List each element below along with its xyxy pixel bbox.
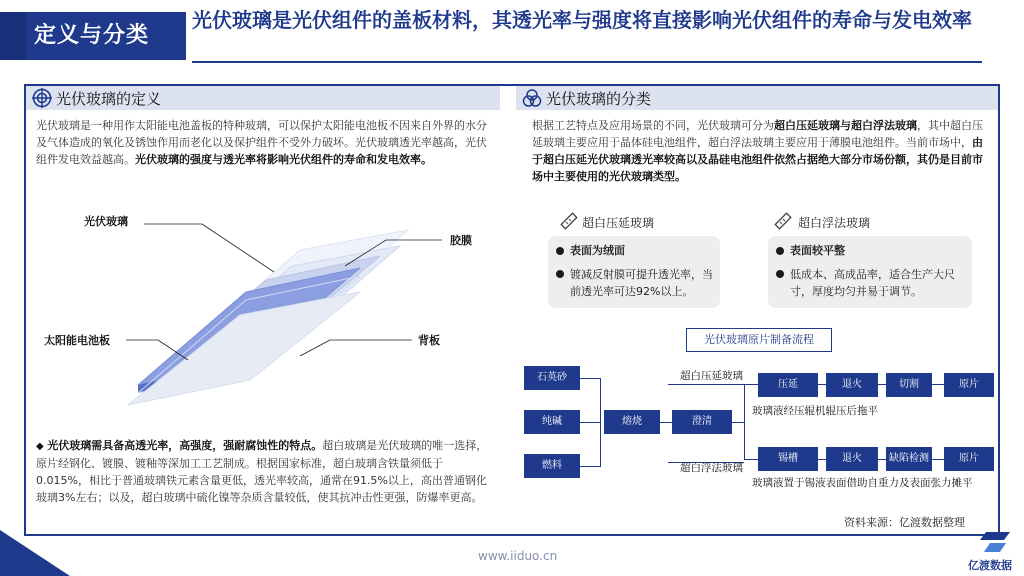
flow-bottom-note: 玻璃液置于锡液表面借助自重力及表面张力摊平 <box>752 477 973 489</box>
bullet-icon <box>556 247 564 255</box>
connector <box>818 384 826 385</box>
card-rolled-glass <box>548 236 720 308</box>
label-pv-glass: 光伏玻璃 <box>84 215 128 228</box>
classification-paragraph <box>532 117 988 185</box>
label-backsheet: 背板 <box>418 334 440 347</box>
definition-header <box>26 86 500 110</box>
bullet-icon <box>776 247 784 255</box>
classification-bold-1: 超白压延玻璃与超白浮法玻璃 <box>774 119 917 132</box>
label-solar-cell: 太阳能电池板 <box>44 334 110 347</box>
title-underline <box>192 61 982 63</box>
classification-text-1: 根据工艺特点及应用场景的不同，光伏玻璃可分为 <box>532 119 774 132</box>
classification-header <box>516 86 998 110</box>
connector <box>932 459 944 460</box>
definition-heading: 光伏玻璃的定义 <box>56 90 162 108</box>
connector <box>818 459 826 460</box>
classification-bold-2: 由于超白压延光伏玻璃透光率较高以及晶硅电池组件依然占据绝大部分市场份额，其仍是目前市场中主要使用的光伏玻璃类型。 <box>532 136 983 183</box>
connector <box>744 384 758 385</box>
flow-bottom-step-2: 退火 <box>826 447 878 471</box>
connector <box>732 422 744 423</box>
flow-input-fuel: 燃料 <box>524 454 580 478</box>
module-layer-diagram <box>30 200 490 430</box>
definition-text: 光伏玻璃是一种用作太阳能电池盖板的特种玻璃，可以保护太阳能电池板不因来自外界的水分及气体造成的氧化及锈蚀作用而老化以及保护组件不受外力破坏。光伏玻璃透光率越高，光伏组件发电效益越高。 <box>36 119 487 166</box>
connector <box>878 384 886 385</box>
flow-top-step-4: 原片 <box>944 373 994 397</box>
connector <box>580 466 600 467</box>
corner-decoration <box>0 530 70 576</box>
requirements-text: 超白玻璃是光伏玻璃的唯一选择，原片经钢化、镀膜、镀釉等深加工工艺制成。根据国家标准，超白玻璃含铁量须低于0.015%，相比于普通玻璃铁元素含量更低，透光率较高，通常在91.5%以上，高出普通钢化玻璃3%左右；以及，超白玻璃中硫化镍等杂质含量较低，使其抗冲击性更强，防爆率更高。 <box>36 439 488 504</box>
card-float-item2: 低成本、高成品率，适合生产大尺寸，厚度均匀并易于调节。 <box>790 268 955 298</box>
target-icon <box>32 88 52 108</box>
brand-name: 亿渡数据 <box>968 559 1012 572</box>
connector <box>932 384 944 385</box>
flow-bottom-step-4: 原片 <box>944 447 994 471</box>
connector <box>660 422 672 423</box>
flow-top-note: 玻璃液经压辊机辊压后拖平 <box>752 405 878 417</box>
flow-top-step-2: 退火 <box>826 373 878 397</box>
flow-bottom-step-3: 缺陷检测 <box>886 447 932 471</box>
definition-paragraph <box>36 117 494 168</box>
card-rolled-item2: 镀减反射膜可提升透光率，当前透光率可达92%以上。 <box>570 268 713 298</box>
flow-input-quartz: 石英砂 <box>524 366 580 390</box>
connector <box>600 378 601 467</box>
card-float-item1: 表面较平整 <box>790 244 845 257</box>
flow-title: 光伏玻璃原片制备流程 <box>686 328 832 352</box>
source-note: 资料来源：亿渡数据整理 <box>844 516 965 529</box>
requirements-paragraph <box>36 437 494 506</box>
flow-melt: 熔烧 <box>604 410 660 434</box>
brand-logo-icon <box>980 530 1014 554</box>
bullet-icon <box>556 270 564 278</box>
connector <box>580 422 600 423</box>
branch-float-label: 超白浮法玻璃 <box>680 462 743 474</box>
classification-heading: 光伏玻璃的分类 <box>546 90 652 108</box>
card-rolled-item1: 表面为绒面 <box>570 244 625 257</box>
flow-top-step-1: 压延 <box>758 373 818 397</box>
flow-clarify: 澄清 <box>672 410 732 434</box>
classification-text-2: ，其中超白压延玻璃主要应用于晶体硅电池组件，超白浮法玻璃主要应用于薄膜电池组件。当前市场中， <box>532 119 983 149</box>
flow-bottom-step-1: 锡槽 <box>758 447 818 471</box>
label-film: 胶膜 <box>450 234 472 247</box>
card-title-rolled: 超白压延玻璃 <box>582 216 655 230</box>
bullet-icon <box>776 270 784 278</box>
card-float-glass <box>768 236 972 308</box>
flow-input-soda: 纯碱 <box>524 410 580 434</box>
page-title: 光伏玻璃是光伏组件的盖板材料，其透光率与强度将直接影响光伏组件的寿命与发电效率 <box>192 8 972 32</box>
branch-rolled-label: 超白压延玻璃 <box>680 370 743 382</box>
diamond-bullet-icon: ◆ <box>36 441 44 452</box>
card-title-float: 超白浮法玻璃 <box>798 216 871 230</box>
connector <box>580 378 600 379</box>
flow-top-step-3: 切割 <box>886 373 932 397</box>
ruler-icon <box>560 212 578 230</box>
section-label-block <box>0 12 186 60</box>
ruler-icon <box>774 212 792 230</box>
definition-text-bold: 光伏玻璃的强度与透光率将影响光伏组件的寿命和发电效率。 <box>135 153 432 166</box>
connector <box>668 384 744 385</box>
requirements-bold: 光伏玻璃需具备高透光率，高强度，强耐腐蚀性的特点。 <box>47 439 323 452</box>
footer-url: www.iiduo.cn <box>478 549 558 563</box>
connector <box>878 459 886 460</box>
connector <box>744 459 758 460</box>
section-label: 定义与分类 <box>34 23 150 48</box>
section-label-accent <box>0 12 26 60</box>
connector <box>744 384 745 460</box>
circles-icon <box>522 88 542 108</box>
